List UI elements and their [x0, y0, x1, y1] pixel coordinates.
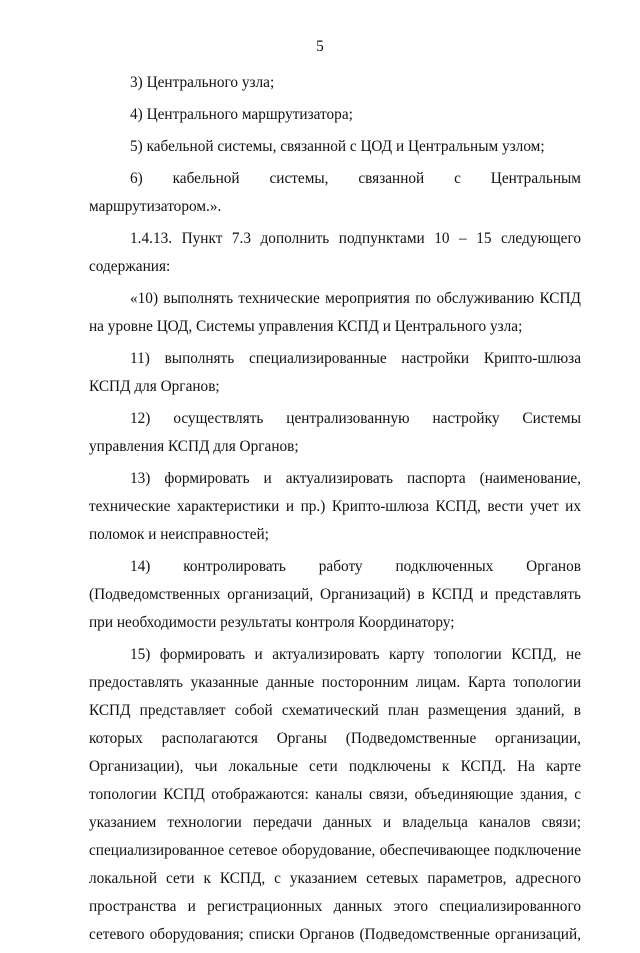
list-item-cable-system-cod: 5) кабельной системы, связанной с ЦОД и Центральным узлом;	[130, 138, 545, 155]
amendment-clause-1-4-13: 1.4.13. Пункт 7.3 дополнить подпунктами 10 – 15 следующего содержания:	[89, 230, 581, 275]
subclause-14: 14) контролировать работу подключенных Органов (Подведомственных организаций, Организаций) в КСПД и представлять при необходимости результаты контроля Координатору;	[89, 558, 581, 631]
page-number: 5	[316, 38, 324, 55]
list-item-central-node: 3) Центрального узла;	[130, 74, 275, 91]
subclause-15: 15) формировать и актуализировать карту топологии КСПД, не предоставлять указанные данные посторонним лицам. Карта топологии КСПД представляет собой схематический план размещения зданий, в которых располагаются Органы (Подведомственные организации, Организации), чьи локальные сети подключены к КСПД. На карте топологии КСПД отображаются: каналы связи, объединяющие здания, с указанием технологии передачи данных и владельца каналов связи; специализированное сетевое оборудование, обеспечивающее подключение локальной сети к КСПД, с указанием сетевых параметров, адресного пространства и регистрационных данных этого специализированного сетевого оборудования; списки Органов (Подведомственные организаций,	[89, 646, 581, 943]
subclause-10: «10) выполнять технические мероприятия по обслуживанию КСПД на уровне ЦОД, Системы управления КСПД и Центрального узла;	[89, 290, 581, 335]
document-body	[89, 69, 581, 953]
subclause-13: 13) формировать и актуализировать паспорта (наименование, технические характеристики и пр.) Крипто-шлюза КСПД, вести учет их поломок и неисправностей;	[89, 470, 581, 543]
subclause-12: 12) осуществлять централизованную настройку Системы управления КСПД для Органов;	[89, 410, 581, 455]
list-item-central-router: 4) Центрального маршрутизатора;	[130, 106, 353, 123]
subclause-11: 11) выполнять специализированные настройки Крипто-шлюза КСПД для Органов;	[89, 350, 581, 395]
list-item-cable-system-router: 6) кабельной системы, связанной с Центральным маршрутизатором.».	[89, 170, 581, 215]
